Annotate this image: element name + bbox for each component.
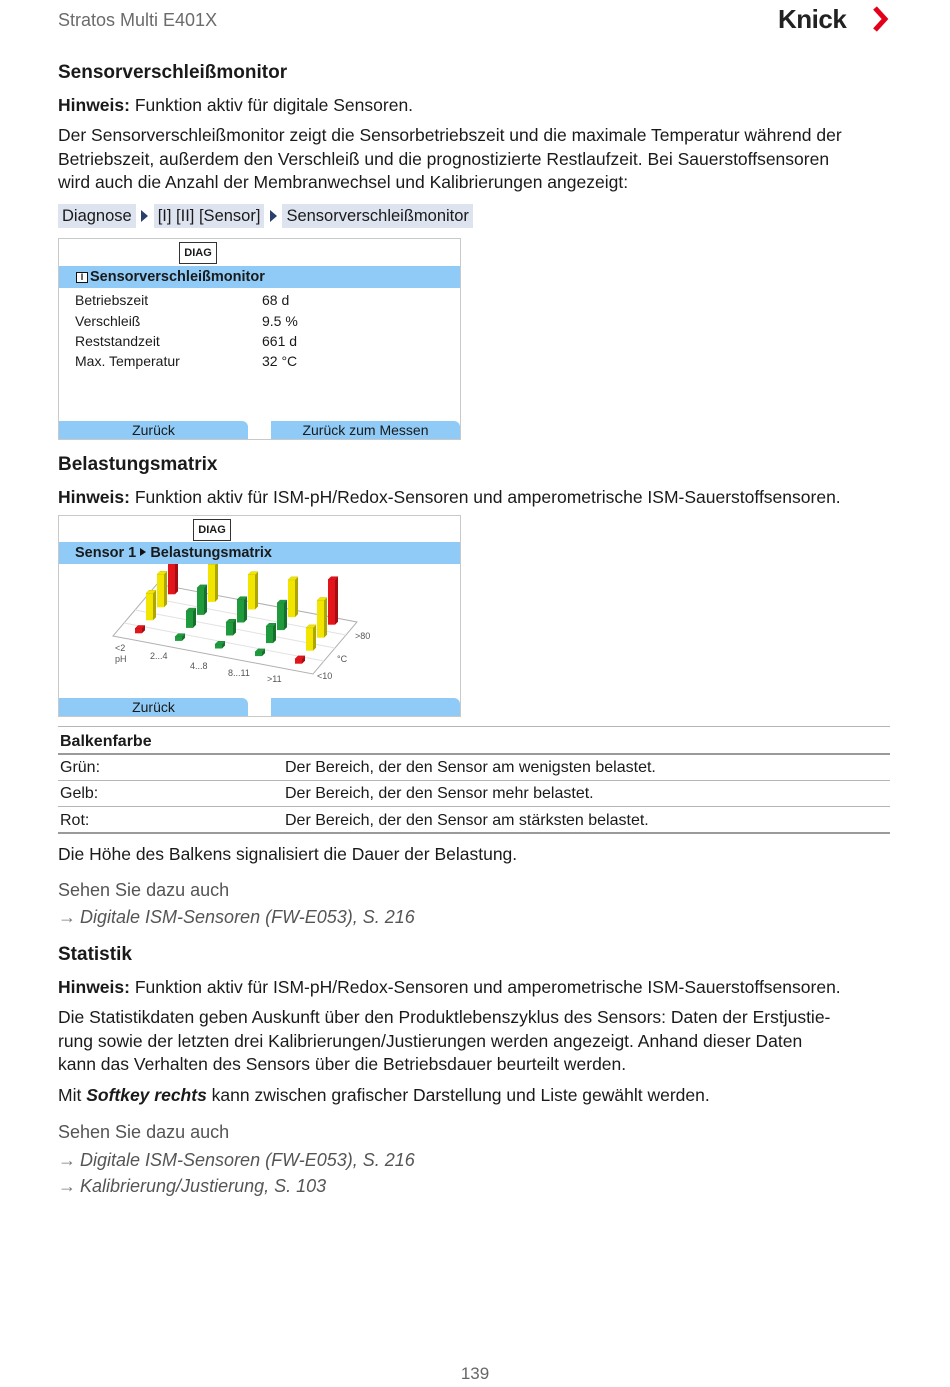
- heading-statistik: Statistik: [58, 944, 132, 965]
- matrix-bar-side: [215, 564, 218, 602]
- matrix-bar-green: [277, 600, 287, 630]
- arrow-right-icon: →: [58, 1150, 76, 1170]
- matrix-bar-side: [153, 590, 156, 620]
- knick-logo: Knick: [778, 4, 847, 34]
- diag-mode-badge: DIAG: [179, 242, 217, 264]
- table-cell-color: Gelb:: [60, 785, 99, 802]
- matrix-bar-side: [313, 625, 316, 651]
- matrix-bar-front: [186, 611, 193, 628]
- matrix-bar-front: [146, 593, 153, 620]
- ph-label-2-4: 2...4: [150, 651, 168, 661]
- row-label-verschleiss: Verschleiß: [75, 313, 141, 329]
- arrow-right-icon: →: [58, 1176, 76, 1196]
- matrix-bar-yellow: [317, 598, 327, 638]
- screen-title: Sensorverschleißmonitor: [90, 269, 265, 285]
- softkey-text-post: kann zwischen grafischer Darstellung und Liste gewählt werden.: [206, 1085, 710, 1105]
- matrix-bar-yellow: [157, 571, 167, 607]
- balkenfarbe-table: [58, 726, 890, 836]
- breadcrumb-item-sensor: [I] [II] [Sensor]: [154, 204, 265, 228]
- matrix-bar-front: [328, 580, 335, 625]
- matrix-bar-side: [193, 608, 196, 628]
- matrix-bar-yellow: [306, 625, 316, 651]
- matrix-bar-green: [237, 597, 247, 623]
- heading-sensorverschleissmonitor: Sensorverschleißmonitor: [58, 62, 288, 83]
- see-also-link[interactable]: [58, 1176, 326, 1197]
- device-screen-belastungsmatrix: [58, 515, 461, 717]
- screen-title-bar: [59, 266, 460, 288]
- matrix-bar-side: [295, 577, 298, 617]
- row-value-betriebszeit: 68 d: [262, 292, 290, 308]
- breadcrumb-arrow-icon: [264, 204, 282, 228]
- matrix-bar-green: [197, 585, 207, 615]
- matrix-bar-front: [175, 637, 182, 641]
- row-label-reststandzeit: Reststandzeit: [75, 333, 160, 349]
- matrix-bar-front: [295, 659, 302, 664]
- matrix-bar-front: [288, 580, 295, 617]
- paragraph-line: Betriebszeit, außerdem den Verschleiß und die prognostizierte Restlaufzeit. Bei Sauerstoffsensoren: [58, 148, 830, 169]
- matrix-bar-front: [237, 600, 244, 623]
- see-also-link[interactable]: [58, 1150, 415, 1171]
- table-rule: [58, 753, 890, 755]
- matrix-bar-side: [204, 585, 207, 615]
- matrix-bar-yellow: [248, 572, 258, 610]
- title-arrow-icon: [140, 548, 146, 556]
- link-text[interactable]: Digitale ISM-Sensoren (FW-E053), S. 216: [80, 907, 415, 927]
- link-text[interactable]: Digitale ISM-Sensoren (FW-E053), S. 216: [80, 1150, 415, 1170]
- paragraph-balkenhoehe: Die Höhe des Balkens signalisiert die Dauer der Belastung.: [58, 844, 518, 864]
- device-screen-verschleissmonitor: [58, 238, 461, 440]
- paragraph-line: rung sowie der letzten drei Kalibrierungen/Justierungen werden angezeigt. Anhand dieser Daten: [58, 1030, 803, 1051]
- table-cell-desc: Der Bereich, der den Sensor am stärksten belastet.: [285, 812, 649, 829]
- matrix-bar-side: [284, 600, 287, 630]
- row-value-reststandzeit: 661 d: [262, 333, 298, 349]
- temp-unit-label: °C: [337, 654, 348, 664]
- table-rule: [58, 780, 890, 781]
- screen-title-sensor: Sensor 1: [75, 545, 137, 561]
- row-value-max-temperatur: 32 °C: [262, 353, 298, 369]
- breadcrumb-item-diagnose: Diagnose: [58, 204, 136, 228]
- screen-title-page: Belastungsmatrix: [150, 545, 272, 561]
- ph-label-8-11: 8...11: [228, 668, 250, 678]
- matrix-bar-front: [306, 628, 313, 651]
- breadcrumb-item-monitor: Sensorverschleißmonitor: [282, 204, 472, 228]
- softkey-zurueck[interactable]: Zurück: [59, 698, 248, 716]
- row-value-verschleiss: 9.5 %: [262, 313, 298, 329]
- matrix-bar-red: [328, 577, 338, 625]
- table-rule: [58, 832, 890, 834]
- softkey-text-bold: Softkey rechts: [86, 1085, 207, 1105]
- screen-title-bar: [59, 542, 460, 564]
- matrix-bar-front: [157, 574, 164, 607]
- matrix-bar-green: [186, 608, 196, 628]
- matrix-bar-yellow: [208, 564, 218, 602]
- matrix-bar-green: [226, 619, 236, 635]
- arrow-right-icon: →: [58, 907, 76, 927]
- hinweis-text: Funktion aktiv für digitale Sensoren.: [129, 95, 414, 115]
- ph-unit-label: pH: [115, 654, 127, 664]
- hinweis-label: Hinweis:: [58, 95, 130, 115]
- matrix-bar-front: [215, 644, 222, 648]
- matrix-bar-side: [175, 564, 178, 594]
- breadcrumb: [58, 204, 473, 228]
- ph-label-4-8: 4...8: [190, 661, 208, 671]
- softkey-zurueck[interactable]: Zurück: [59, 421, 248, 439]
- document-title: Stratos Multi E401X: [58, 10, 218, 30]
- see-also-label: Sehen Sie dazu auch: [58, 880, 230, 900]
- matrix-bar-front: [317, 601, 324, 638]
- matrix-bar-side: [244, 597, 247, 623]
- knick-chevron-icon: [870, 6, 892, 32]
- page-number: 139: [460, 1364, 490, 1383]
- heading-belastungsmatrix: Belastungsmatrix: [58, 454, 218, 475]
- breadcrumb-arrow-icon: [136, 204, 154, 228]
- temp-label-gt80: >80: [355, 631, 371, 641]
- hinweis-text: Funktion aktiv für ISM-pH/Redox-Sensoren und amperometrische ISM-Sauerstoffsensoren.: [129, 487, 841, 507]
- channel-i-icon: I: [76, 272, 88, 283]
- matrix-bar-front: [248, 575, 255, 610]
- paragraph-line: Die Statistikdaten geben Auskunft über den Produktlebenszyklus des Sensors: Daten der Erstjustie-: [58, 1007, 831, 1027]
- link-text[interactable]: Kalibrierung/Justierung, S. 103: [80, 1176, 327, 1196]
- paragraph-line: Der Sensorverschleißmonitor zeigt die Sensorbetriebszeit und die maximale Temperatur während der: [58, 125, 842, 145]
- hinweis-1: [58, 94, 893, 118]
- diag-mode-badge: DIAG: [193, 519, 231, 541]
- matrix-bar-side: [335, 577, 338, 625]
- matrix-bar-front: [266, 626, 273, 643]
- matrix-bar-side: [164, 571, 167, 607]
- see-also-label: Sehen Sie dazu auch: [58, 1122, 230, 1142]
- paragraph-statistik: [58, 1006, 893, 1077]
- matrix-bar-side: [255, 572, 258, 610]
- paragraph-softkey: [58, 1084, 893, 1108]
- matrix-bar-front: [135, 629, 142, 634]
- table-cell-desc: Der Bereich, der den Sensor am wenigsten belastet.: [285, 759, 656, 776]
- table-rule: [58, 726, 890, 727]
- table-rule: [58, 806, 890, 807]
- ph-label-gt11: >11: [267, 674, 282, 684]
- matrix-bar-yellow: [288, 577, 298, 617]
- hinweis-3: [58, 976, 893, 1000]
- see-also-link[interactable]: [58, 907, 415, 928]
- table-cell-color: Rot:: [60, 812, 90, 829]
- matrix-bar-front: [277, 603, 284, 630]
- matrix-bar-yellow: [146, 590, 156, 620]
- softkey-right-empty[interactable]: [271, 698, 460, 716]
- hinweis-2: [58, 486, 893, 510]
- matrix-bar-front: [208, 565, 215, 602]
- matrix-bar-green: [266, 623, 276, 643]
- softkey-zurueck-zum-messen[interactable]: Zurück zum Messen: [271, 421, 460, 439]
- hinweis-text: Funktion aktiv für ISM-pH/Redox-Sensoren und amperometrische ISM-Sauerstoffsensoren.: [129, 977, 841, 997]
- hinweis-label: Hinweis:: [58, 487, 130, 507]
- softkey-text-pre: Mit: [58, 1085, 87, 1105]
- matrix-bar-front: [226, 622, 233, 635]
- hinweis-label: Hinweis:: [58, 977, 130, 997]
- matrix-bar-front: [168, 564, 175, 594]
- matrix-bar-red: [168, 564, 178, 594]
- paragraph-line: wird auch die Anzahl der Membranwechsel und Kalibrierungen angezeigt:: [58, 172, 629, 192]
- ph-label-lt2: <2: [115, 643, 126, 653]
- paragraph-line: kann das Verhalten des Sensors über die Betriebsdauer beurteilt werden.: [58, 1054, 627, 1074]
- belastungsmatrix-3d-chart: [59, 564, 460, 704]
- row-label-max-temperatur: Max. Temperatur: [75, 353, 180, 369]
- temp-label-lt10: <10: [317, 671, 333, 681]
- paragraph-intro: [58, 124, 893, 195]
- matrix-bar-front: [255, 652, 262, 656]
- matrix-bar-side: [273, 623, 276, 643]
- table-cell-color: Grün:: [60, 759, 101, 776]
- table-cell-desc: Der Bereich, der den Sensor mehr belastet.: [285, 785, 594, 802]
- row-label-betriebszeit: Betriebszeit: [75, 292, 149, 308]
- matrix-bar-front: [197, 588, 204, 615]
- matrix-bar-side: [324, 598, 327, 638]
- table-header: Balkenfarbe: [60, 733, 152, 750]
